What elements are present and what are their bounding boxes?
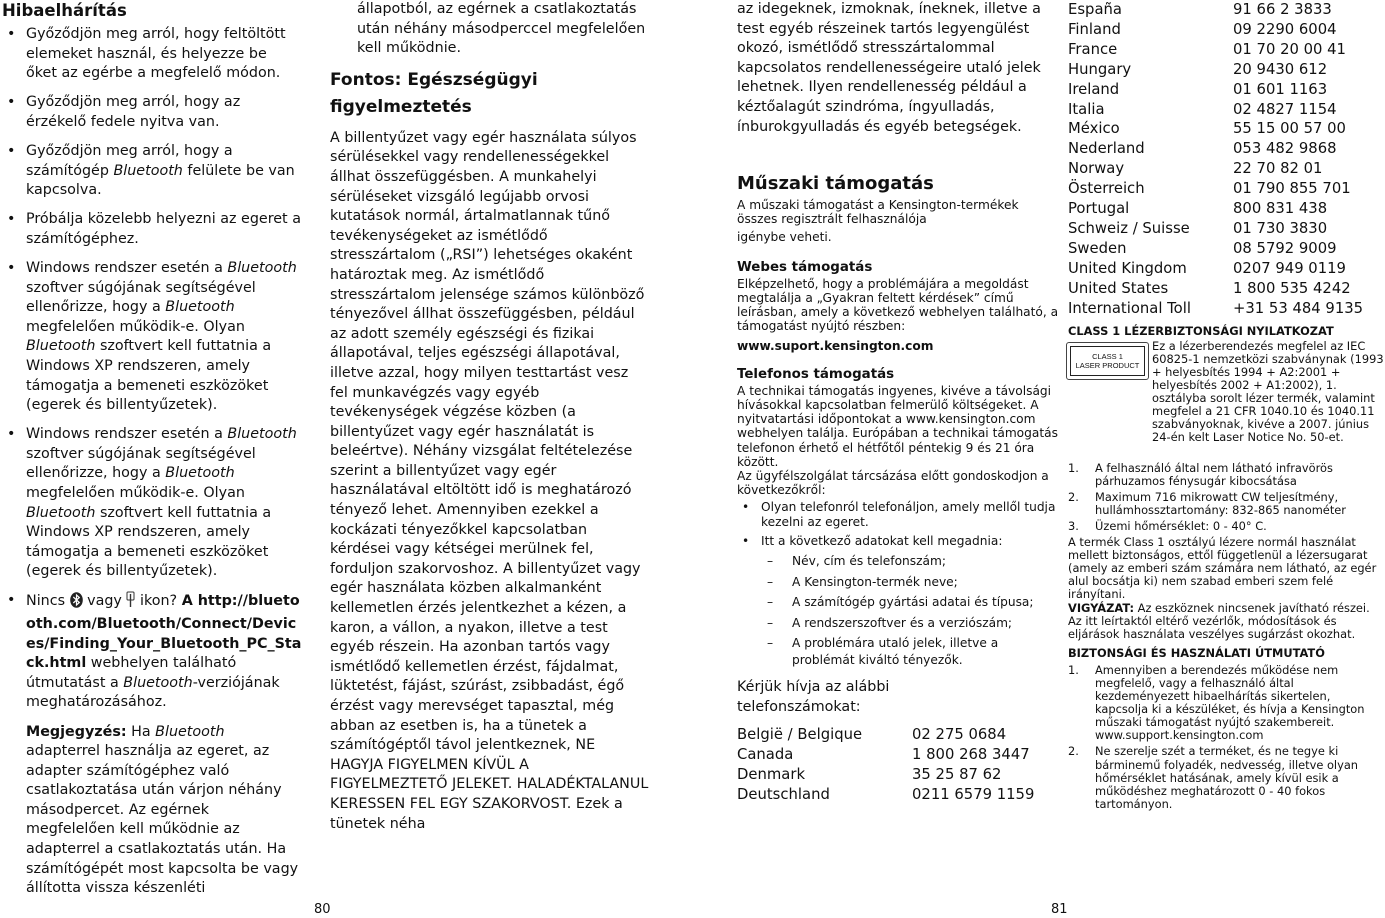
table-row: México 55 15 00 57 00 xyxy=(1068,120,1346,138)
laser-label: CLASS 1 LASER PRODUCT xyxy=(1070,346,1145,376)
table-row: Canada 1 800 268 3447 xyxy=(737,746,1030,764)
column-4 xyxy=(1068,0,1384,814)
list-item: – Név, cím és telefonszám; xyxy=(761,553,1059,570)
table-row: Sweden 08 5792 9009 xyxy=(1068,239,1337,257)
table-row: Deutschland 0211 6579 1159 xyxy=(737,785,1035,803)
table-row: Portugal 800 831 438 xyxy=(1068,200,1328,218)
web-support-link[interactable]: www.suport.kensington.com xyxy=(737,338,934,353)
support-intro: A műszaki támogatást a Kensington-termékek összes regisztrált felhasználója igénybe veheti. xyxy=(737,198,1019,244)
health-warning-body: A billentyűzet vagy egér használata súlyos sérülésekkel vagy rendellenességekkel állhat összefüggésben. A munkahelyi sérüléseket vizsgáló legújabb orvosi kutatások normál, ártalmatlannak tűnő tevékenységeket az ismétlődő stresszártalom („RSI”) lehetséges okaként határoztak meg. Az ismétlődő stresszártalom jelensége számos különböző tényezővel állhat összefüggésben, például az adott személy egészségi és fizikai állapotával, teljes egészségi állapotával, illetve azzal, hogy milyen testtartást vesz fel munkavégzés vagy egyéb tevékenységek végzése közben (a billentyűzet vagy egér használatát is beleértve). Néhány vizsgálat feltételezése szerint a billentyűzet vagy egér használatával eltöltött idő is meghatározó tényező lehet. Amennyiben ezekkel a kockázati tényezőkkel kapcsolatban kérdései vagy kétségei merülnek fel, forduljon szakorvoshoz. A billentyűzet vagy egér használata közben alkalmanként kellemetlen érzés jelentkezhet a kézen, a karon, a vállon, a nyakon, illetve a test egyéb részein. Ha azonban tartós vagy ismétlődő kellemetlen érzést, fájdalmat, lüktetést, fájást, szúrást, zsibbadást, égő érzést vagy merevséget tapasztal, még abban az esetben is, ha a tünetek a számítógéptől távol jelentkeznek, NE HAGYJA FIGYELMEN KÍVÜL A FIGYELMEZTETŐ JELEKET. HALADÉKTALANUL KERESSEN FEL EGY SZAKORVOST. Ezek a tünetek néha xyxy=(330,129,649,832)
web-support-body: Elképzelhető, hogy a problémájára a megoldást megtalálja a „Gyakran feltett kérdések” című leírásban, amely a következő webhelyen található, a támogatást nyújtó részben: xyxy=(737,276,1059,334)
list-item: 2. Ne szerelje szét a terméket, és ne tegye ki bárminemű folyadék, nedvesség, illetve olyan hőmérséklet hatásának, amely kívül esik a működéshez meghatározott 0 - 40 fokos tartományon. xyxy=(1068,744,1359,811)
web-support-title: Webes támogatás xyxy=(737,259,873,275)
phone-support-body-2: Az ügyfélszolgálat tárcsázása előtt gondoskodjon a következőkről: xyxy=(737,469,1049,498)
column-1 xyxy=(2,0,302,899)
table-row: Schweiz / Suisse 01 730 3830 xyxy=(1068,219,1328,237)
troubleshooting-title: Hibaelhárítás xyxy=(2,1,127,20)
required-info-list xyxy=(737,553,1059,668)
list-item: • Olyan telefonról telefonáljon, amely mellől tudja kezelni az egeret. xyxy=(737,500,1059,528)
page-number-right: 81 xyxy=(1051,902,1068,917)
table-row: Denmark 35 25 87 62 xyxy=(737,766,1002,784)
list-item: • Győződjön meg arról, hogy a számítógép Bluetooth felülete be van kapcsolva. xyxy=(2,142,302,201)
bluetooth-link[interactable]: A http://bluetooth.com/Bluetooth/Connect/Devices/Finding_Your_Bluetooth_PC_Stack.html xyxy=(26,593,302,672)
list-item: 1. A felhasználó által nem látható infravörös párhuzamos fénysugár kibocsátása xyxy=(1068,460,1333,488)
support-title: Műszaki támogatás xyxy=(737,173,934,195)
list-item: • Győződjön meg arról, hogy feltöltött elemeket használ, és helyezze be őket az egérbe a megfelelő módon. xyxy=(2,25,302,84)
list-item: – A Kensington-termék neve; xyxy=(761,574,1059,591)
note-continued: állapotból, az egérnek a csatlakoztatás után néhány másodperccel megfelelően kell működnie. xyxy=(357,1,646,57)
laser-caution: VIGYÁZAT: Az eszköznek nincsenek javítható részei. Az itt leírtaktól eltérő vezérlők, módosítások és eljárások használata veszélyes sugárzást okozhat. xyxy=(1068,600,1370,641)
list-item: 1. Amennyiben a berendezés működése nem megfelelő, vagy a felhasználó által kezdeményezett hibaelhárítás sikertelen, kapcsolja ki a készüléket, és hívja a Kensington műszaki támogatást nyújtó szakembereit. www.support.kensington.com xyxy=(1068,662,1365,743)
laser-after: A termék Class 1 osztályú lézere normál használat mellett biztonságos, ettől függetlenül a lézersugarat (amely az emberi szám számára nem látható, az egér alul bocsátja ki) nem szabad emberi szem felé irányítani. xyxy=(1068,535,1377,602)
troubleshooting-list xyxy=(2,25,302,713)
table-row: International Toll +31 53 484 9135 xyxy=(1068,299,1364,317)
phone-support-body: A technikai támogatás ingyenes, kivéve a távolsági hívásokkal kapcsolatban felmerülő költségeket. A nyitvatartási időpontokat a www.kensington.com webhelyen találja. Európában a technikai támogatás telefonon érhető el hétfőtől péntekig 9 és 21 óra között. xyxy=(737,383,1058,469)
laser-title: CLASS 1 LÉZERBIZTONSÁGI NYILATKOZAT xyxy=(1068,323,1334,338)
bluetooth-icon xyxy=(70,592,83,615)
table-row: Norway 22 70 82 01 xyxy=(1068,160,1323,178)
phone-support-title: Telefonos támogatás xyxy=(737,366,895,382)
list-item: – A rendszerszoftver és a verziószám; xyxy=(761,615,1059,632)
table-row: Österreich 01 790 855 701 xyxy=(1068,180,1351,198)
table-row: France 01 70 20 00 41 xyxy=(1068,40,1346,58)
list-item: • Győződjön meg arról, hogy az érzékelő fedele nyitva van. xyxy=(2,93,302,132)
table-row: België / Belgique 02 275 0684 xyxy=(737,726,1007,744)
table-row: Italia 02 4827 1154 xyxy=(1068,100,1337,118)
health-warning-continued: az idegeknek, izmoknak, íneknek, illetve a test egyéb részeinek tartós legyengülést okozó, ismétlődő stresszártalommal kapcsolatos rendellenességeire utaló jelek lehetnek. Ilyen rendellenesség például a kéztőalagút szindróma, íngyulladás, ínburokgyulladás és egyéb betegségek. xyxy=(737,1,1041,135)
column-3 xyxy=(737,0,1059,805)
phone-support-list xyxy=(737,500,1059,548)
list-item: – A számítógép gyártási adatai és típusa; xyxy=(761,594,1059,611)
list-item: • Windows rendszer esetén a Bluetooth szoftver súgójának segítségével ellenőrizze, hogy a Bluetooth megfelelően működik-e. Olyan Bluetooth szoftvert kell futtatnia a Windows XP rendszeren, amely támogatja a bemeneti eszközöket (egerek és billentyűzetek). xyxy=(2,425,302,582)
list-item: 2. Maximum 716 mikrowatt CW teljesítmény, hullámhossztartomány: 832-865 nanométer xyxy=(1068,489,1346,517)
table-row: Finland 09 2290 6004 xyxy=(1068,20,1337,38)
list-item: • Próbálja közelebb helyezni az egeret a számítógéphez. xyxy=(2,210,302,249)
phone-table-right xyxy=(1068,0,1384,319)
note: Megjegyzés: Ha Bluetooth adapterrel használja az egeret, az adapter számítógéphez való csatlakoztatása után várjon néhány másodpercet. Az egérnek megfelelően kell működnie az adapterrel a csatlakoztatás után. Ha számítógépét most kapcsolta be vagy állította vissza készenléti xyxy=(26,723,299,897)
list-item: • Itt a következő adatokat kell megadnia: xyxy=(737,534,1059,548)
table-row: United States 1 800 535 4242 xyxy=(1068,279,1351,297)
column-2 xyxy=(330,0,650,834)
laser-list xyxy=(1068,462,1384,533)
table-row: Hungary 20 9430 612 xyxy=(1068,60,1328,78)
list-item: – A problémára utaló jelek, illetve a problémát kiváltó tényezők. xyxy=(761,635,1059,668)
list-item: • Nincs vagy ikon? A http://bluetooth.com/Bluetooth/Connect/Devices/Finding_Your_Bluetooth_PC_Stack.html webhelyen található útmutatást a Bluetooth-verziójának meghatározásához. xyxy=(2,591,302,713)
call-intro: Kérjük hívja az alábbi telefonszámokat: xyxy=(737,679,890,715)
table-row: España 91 66 2 3833 xyxy=(1068,1,1332,18)
phone-table-left xyxy=(737,725,1059,805)
list-item: 3. Üzemi hőmérséklet: 0 - 40° C. xyxy=(1068,518,1267,533)
page-number-left: 80 xyxy=(314,902,331,917)
health-warning-title: Fontos: Egészségügyi figyelmeztetés xyxy=(330,69,538,117)
table-row: Nederland 053 482 9868 xyxy=(1068,140,1337,158)
table-row: Ireland 01 601 1163 xyxy=(1068,80,1328,98)
safety-title: BIZTONSÁGI ÉS HASZNÁLATI ÚTMUTATÓ xyxy=(1068,645,1325,660)
table-row: United Kingdom 0207 949 0119 xyxy=(1068,259,1346,277)
laser-body: Ez a lézerberendezés megfelel az IEC 60825-1 nemzetközi szabványnak (1993 + helyesbítés 1994 + A2:2001 + helyesbítés 2002 + A1:2002), 1. osztályba sorolt lézer termék, valamint megfelel a 21 CFR 1040.10 és 1040.11 szabványoknak, kivéve a 2007. június 24-én kelt Laser Notice No. 50-et. xyxy=(1152,338,1384,445)
safety-list xyxy=(1068,664,1384,811)
list-item: • Windows rendszer esetén a Bluetooth szoftver súgójának segítségével ellenőrizze, hogy a Bluetooth megfelelően működik-e. Olyan Bluetooth szoftvert kell futtatnia a Windows XP rendszeren, amely támogatja a bemeneti eszközöket (egerek és billentyűzetek). xyxy=(2,259,302,416)
